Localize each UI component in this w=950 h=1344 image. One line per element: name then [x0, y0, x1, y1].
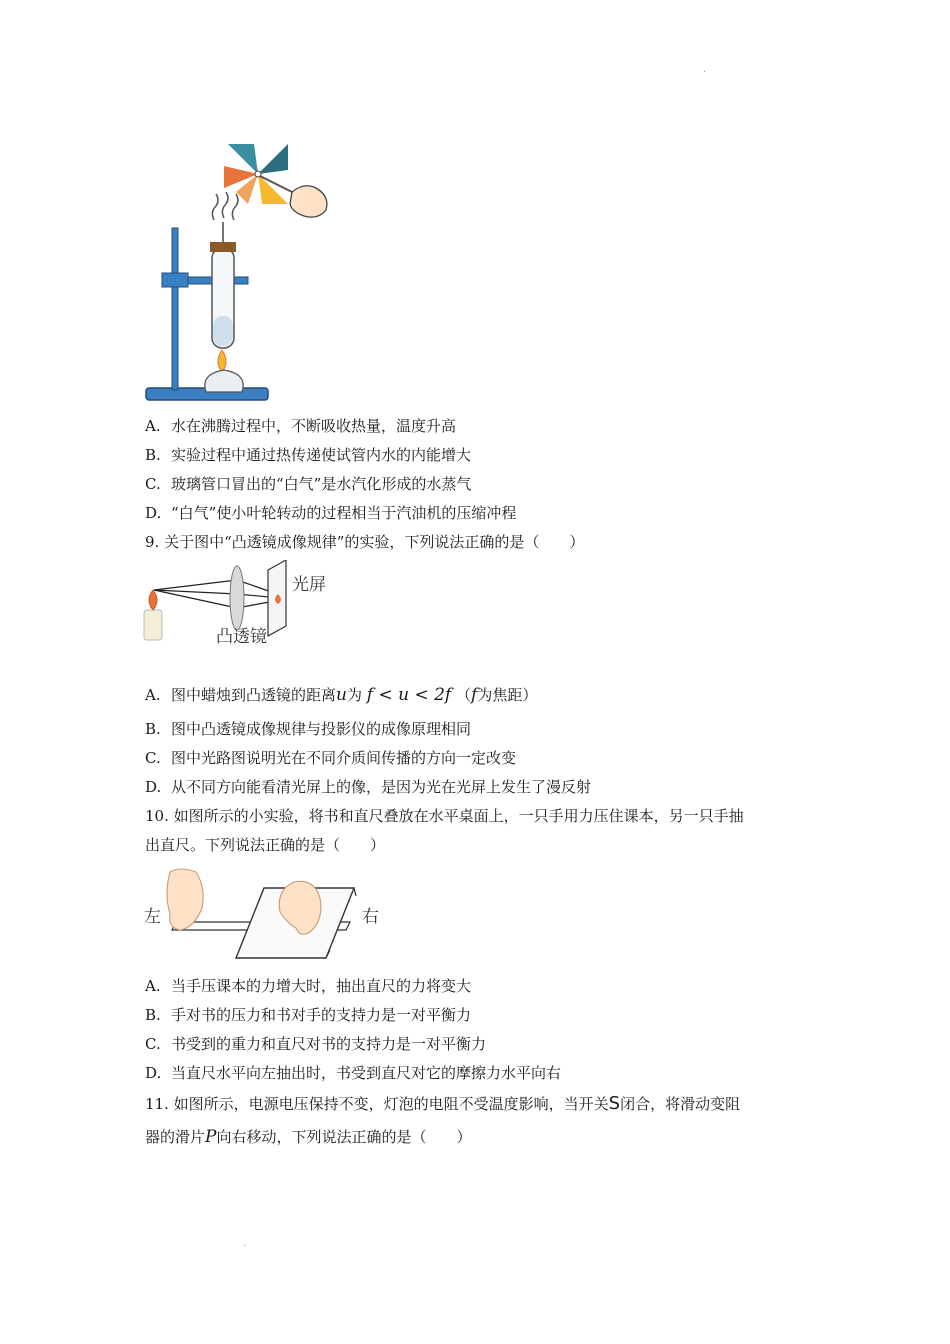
- formula-f-u-2f: f < u < 2f: [366, 685, 452, 705]
- left-label: 左: [144, 907, 161, 927]
- q10-stem-line2: 出直尺。下列说法正确的是（ ）: [145, 836, 386, 854]
- q10-option-d: D. 当直尺水平向左抽出时，书受到直尺对它的摩擦力水平向右: [145, 1064, 562, 1082]
- boiling-pinwheel-figure: [140, 130, 340, 406]
- var-S: S: [608, 1093, 621, 1114]
- q10-option-c: C. 书受到的重力和直尺对书的支持力是一对平衡力: [145, 1035, 487, 1053]
- var-u: u: [336, 685, 347, 705]
- q9-option-d: D. 从不同方向能看清光屏上的像，是因为光在光屏上发生了漫反射: [145, 778, 592, 796]
- q8-option-c: C. 玻璃管口冒出的“白气”是水汽化形成的水蒸气: [145, 475, 472, 493]
- q9-option-c: C. 图中光路图说明光在不同介质间传播的方向一定改变: [145, 749, 517, 767]
- q10-option-b: B. 手对书的压力和书对手的支持力是一对平衡力: [145, 1006, 472, 1024]
- page-mark-top: .: [703, 64, 707, 75]
- q8-option-b: B. 实验过程中通过热传递使试管内水的内能增大: [145, 446, 472, 464]
- book-ruler-figure: [140, 862, 390, 962]
- q11-stem-line1: 11. 如图所示，电源电压保持不变，灯泡的电阻不受温度影响，当开关S闭合，将滑动变阻: [145, 1093, 741, 1114]
- page-mark-bottom: .: [243, 1238, 247, 1249]
- screen-label: 光屏: [292, 575, 326, 595]
- q9-option-a: A. 图中蜡烛到凸透镜的距离u为 f < u < 2f （f为焦距）: [145, 685, 538, 705]
- q8-option-a: A. 水在沸腾过程中，不断吸收热量，温度升高: [145, 417, 457, 435]
- q8-option-d: D. “白气”使小叶轮转动的过程相当于汽油机的压缩冲程: [145, 504, 517, 522]
- var-f: f: [471, 685, 478, 705]
- right-label: 右: [362, 907, 379, 927]
- q10-option-a: A. 当手压课本的力增大时，抽出直尺的力将变大: [145, 977, 472, 995]
- convex-lens-figure: [140, 560, 340, 650]
- q10-stem-line1: 10. 如图所示的小实验，将书和直尺叠放在水平桌面上，一只手用力压住课本，另一只手抽: [145, 807, 744, 825]
- q11-stem-line2: 器的滑片P向右移动，下列说法正确的是（ ）: [145, 1127, 472, 1147]
- q9-option-b: B. 图中凸透镜成像规律与投影仪的成像原理相同: [145, 720, 472, 738]
- lens-label: 凸透镜: [216, 627, 267, 647]
- var-P: P: [205, 1127, 217, 1147]
- q9-stem: 9. 关于图中“凸透镜成像规律”的实验，下列说法正确的是（ ）: [145, 533, 585, 551]
